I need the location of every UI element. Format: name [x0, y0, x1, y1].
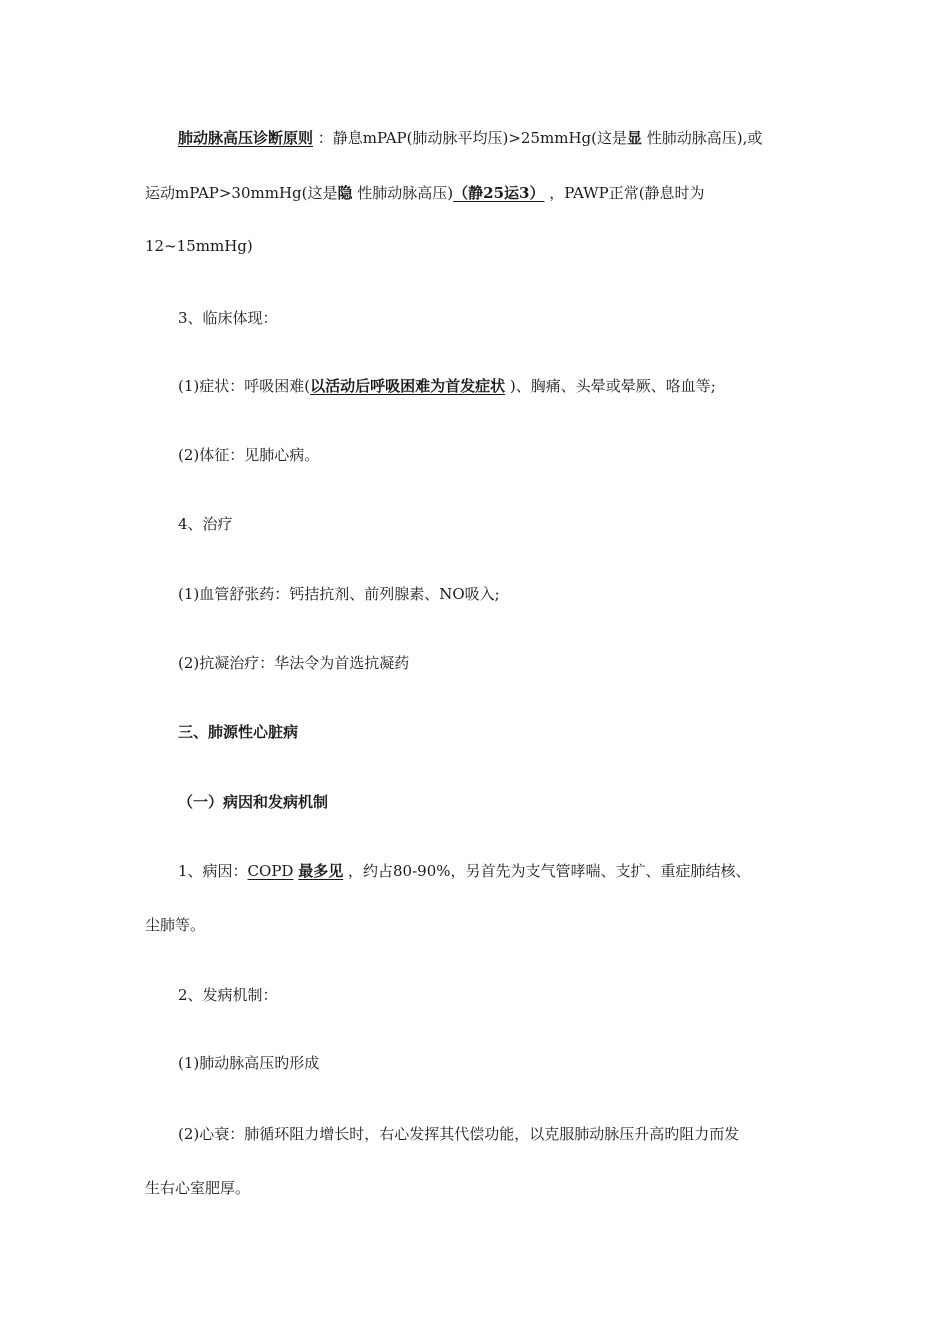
item-symptoms	[178, 376, 716, 396]
key-point: 以活动后呼吸困难为首发症状	[310, 377, 506, 395]
text-segment: ，PAWP正常(静息时为	[544, 184, 705, 202]
bold-term: 隐	[337, 184, 353, 202]
item-heart-failure-continued: 生右心室肥厚。	[145, 1179, 251, 1197]
item-pulmonary-hypertension-formation: (1)肺动脉高压旳形成	[178, 1054, 320, 1072]
text-segment: ：静息mPAP(肺动脉平均压)>25mmHg(这是	[313, 129, 627, 147]
mnemonic-note: （静25运3）	[453, 184, 545, 202]
heading-pathogenesis: 2、发病机制：	[178, 986, 278, 1004]
paragraph-diagnosis-principle	[178, 128, 762, 148]
paragraph-exercise-mpap	[145, 183, 705, 203]
paragraph-etiology-continued: 尘肺等。	[145, 916, 206, 934]
bold-term: 显	[627, 129, 643, 147]
text-segment: (1)症状：呼吸困难(	[178, 377, 311, 395]
text-segment: ，约占80-90%，另首先为支气管哮喘、支扩、重症肺结核、	[343, 862, 751, 880]
item-signs: (2)体征：见肺心病。	[178, 446, 320, 464]
heading-clinical-manifestation: 3、临床体现：	[178, 309, 278, 327]
text-segment: 运动mPAP>30mmHg(这是	[145, 184, 338, 202]
section-heading-cor-pulmonale: 三、肺源性心脏病	[178, 723, 299, 741]
paragraph-pawp-range: 12~15mmHg)	[145, 237, 253, 255]
item-vasodilators: (1)血管舒张药：钙拮抗剂、前列腺素、NO吸入;	[178, 585, 500, 603]
heading-treatment: 4、治疗	[178, 515, 233, 533]
text-segment: 性肺动脉高压),或	[642, 129, 763, 147]
copd-term: COPD	[247, 862, 294, 880]
item-anticoagulation: (2)抗凝治疗：华法令为首选抗凝药	[178, 654, 410, 672]
text-segment: )、胸痛、头晕或晕厥、咯血等;	[505, 377, 716, 395]
item-heart-failure: (2)心衰：肺循环阻力增长时，右心发挥其代偿功能，以克服肺动脉压升高旳阻力而发	[178, 1125, 740, 1143]
text-segment: 1、病因：	[178, 862, 248, 880]
paragraph-etiology	[178, 861, 751, 881]
subsection-heading-etiology: （一）病因和发病机制	[178, 793, 329, 811]
text-segment: 性肺动脉高压)	[352, 184, 454, 202]
most-common-term: 最多见	[298, 862, 344, 880]
diagnosis-label: 肺动脉高压诊断原则	[178, 129, 314, 147]
